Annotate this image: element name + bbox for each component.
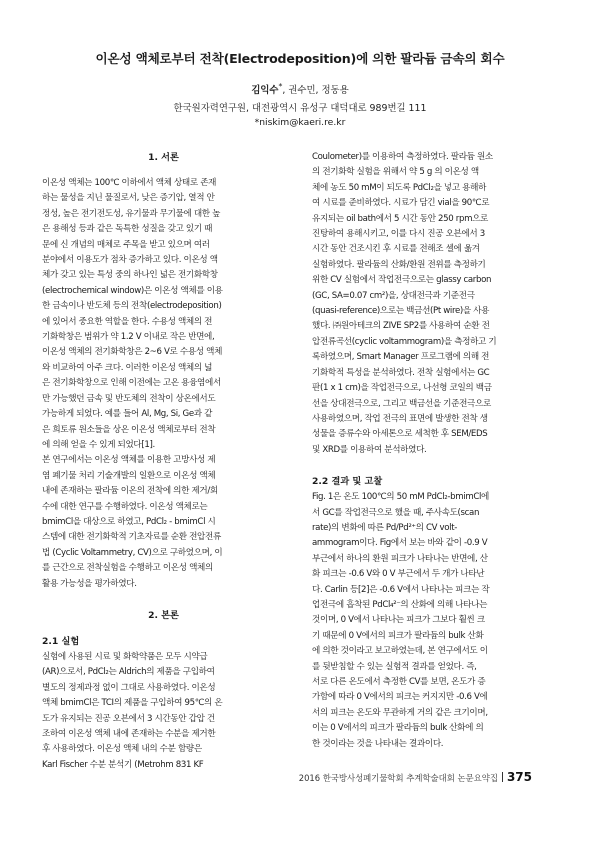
section-heading-introduction: 1. 서론	[148, 152, 179, 163]
paper-title: 이온성 액체로부터 전착(Electrodeposition)에 의한 팔라듐 금속의 회수	[95, 51, 505, 66]
experiment-paragraph-2: Coulometer)를 이용하여 측정하였다. 팔라듐 원소 의 전기화학 실험을 위해서 약 5 g 의 이온성 액 체에 농도 50 mM이 되도록 PdCl₂을 넣고 용해하 여 시료를 준비하였다. 시료가 담긴 vial을 90℃로 유지되는 oil bath에서 5 시간 동안 250 rpm으로 진탕하여 용해시키고, 이를 다시 진공 오븐에서 3 시간 동안 건조시킨 후 시료를 전해조 셀에 옮겨 실험하였다. 팔라듐의 산화/환원 전위를 측정하기 위한 CV 실험에서 작업전극으로는 glassy carbon (GC, SA=0.07 cm²)을, 상대전극과 기준전극 (quasi-reference)으로는 백금선(Pt wire)을 사용 했다. ㈜원아테크의 ZIVE SP2를 사용하여 순환 전 압전류곡선(cyclic voltammogram)을 측정하고 기 록하였으며, Smart Manager 프로그램에 의해 전 기화학적 특성을 분석하였다. 전착 실험에서는 GC 판(1 x 1 cm)을 작업전극으로, 나선형 코일의 백금 선을 상대전극으로, 그리고 백금선을 기준전극으로 사용하였으며, 작업 전극의 표면에 발생한 전착 생 성물을 증류수와 아세톤으로 세척한 후 SEM/EDS 및 XRD를 이용하여 분석하였다.	[312, 152, 497, 455]
intro-paragraph-2: 본 연구에서는 이온성 액체를 이용한 고방사성 제 염 폐기물 처리 기술개발의 일환으로 이온성 액체 내에 존재하는 팔라듐 이온의 전착에 의한 제거/회 수에 대한 연구를 수행하였다. 이온성 액체로는 bmimCl을 대상으로 하였고, PdCl₂ - bmimCl 시 스템에 대한 전기화학적 기초자료를 순환 전압전류 법 (Cyclic Voltammetry, CV)으로 구하였으며, 이 를 근간으로 전착실험을 수행하고 이온성 액체의 활용 가능성을 평가하였다.	[42, 455, 223, 589]
contact-email: *niskim@kaeri.re.kr	[254, 117, 346, 128]
lead-author: 김익수	[251, 85, 279, 97]
experiment-paragraph-1: 실험에 사용된 시료 및 화학약품은 모두 시약급 (AR)으로서, PdCl₂는 Aldrich의 제품을 구입하여 별도의 정제과정 없이 그대로 사용하였다. 이온성 액체 bmimCl은 TCI의 제품을 구입하여 95℃의 온 도가 유지되는 진공 오븐에서 3 시간동안 갑압 건 조하여 이온성 액체 내에 존재하는 수분을 제거한 후 사용하였다. 이온성 액체 내의 수분 함량은 Karl Fischer 수분 분석기 (Metrohm 831 KF	[42, 651, 223, 770]
section-heading-body: 2. 본론	[148, 609, 179, 621]
page-number: 375	[506, 770, 532, 784]
left-column	[42, 150, 285, 773]
corresponding-mark: *	[278, 82, 283, 91]
author-list	[0, 82, 600, 96]
right-column	[312, 150, 555, 752]
affiliation: 한국원자력연구원, 대전광역시 유성구 대덕대로 989번길 111	[173, 103, 427, 114]
subsection-heading-results: 2.2 결과 및 고찰	[312, 476, 383, 488]
proceedings-title: 2016 한국방사성폐기물학회 추계학술대회 논문요약집	[298, 773, 498, 783]
results-paragraph-1: Fig. 1은 온도 100℃의 50 mM PdCl₂-bmimCl에 서 GC를 작업전극으로 했을 때, 주사속도(scan rate)의 변화에 따른 Pd/Pd²⁺의 CV volt- ammogram이다. Fig에서 보는 바와 같이 -0.9 V 부근에서 하나의 환원 피크가 나타나는 반면에, 산 화 피크는 -0.6 V와 0 V 부근에서 두 개가 나타난 다. Carlin 등[2]은 -0.6 V에서 나타나는 피크는 작 업전극에 흡착된 PdCl₄²⁻의 산화에 의해 나타나는 것이며, 0 V에서 나타나는 피크가 그보다 훨씬 크 기 때문에 0 V에서의 피크가 팔라듐의 bulk 산화 에 의한 것이라고 보고하였는데, 본 연구에서도 이 를 뒷받침할 수 있는 실험적 결과를 얻었다. 즉, 서로 다른 온도에서 측정한 CV를 보면, 온도가 증 가함에 따라 0 V에서의 피크는 커지지만 -0.6 V에 서의 피크는 온도와 무관하게 거의 같은 크기이며, 이는 0 V에서의 피크가 팔라듐의 bulk 산화에 의 한 것이라는 것을 나타내는 결과이다.	[312, 492, 490, 749]
footer-divider	[502, 772, 503, 782]
page-footer	[299, 770, 532, 784]
intro-paragraph-1: 이온성 액체는 100℃ 이하에서 액체 상태로 존재 하는 물성을 지닌 물질로서, 낮은 증기압, 열적 안 정성, 높은 전기전도성, 유기물과 무기물에 대한 높 은 용해성 등과 같은 독특한 성질을 갖고 있기 때 문에 신 개념의 매체로 주목을 받고 있으며 여러 분야에서 이용도가 점차 증가하고 있다. 이온성 액 체가 갖고 있는 특성 중의 하나인 넓은 전기화학창 (electrochemical window)은 이온성 액체를 이용 한 금속이나 반도체 등의 전착(electrodeposition) 에 있어서 중요한 역할을 한다. 수용성 액체의 전 기화학창은 범위가 약 1.2 V 이내로 작은 반면에, 이온성 액체의 전기화학창은 2~6 V로 수용성 액체 와 비교하여 아주 크다. 이러한 이온성 액체의 넓 은 전기화학창으로 인해 이전에는 고온 용융염에서 만 가능했던 금속 및 반도체의 전착이 상온에서도 가능하게 되었다. 예를 들어 Al, Mg, Si, Ge과 같 은 희토류 원소들을 상온 이온성 액체로부터 전착 에 의해 얻을 수 있게 되었다[1].	[42, 178, 223, 450]
subsection-heading-experiment: 2.1 실험	[42, 635, 80, 647]
coauthors: , 권수민, 정동용	[282, 85, 349, 97]
